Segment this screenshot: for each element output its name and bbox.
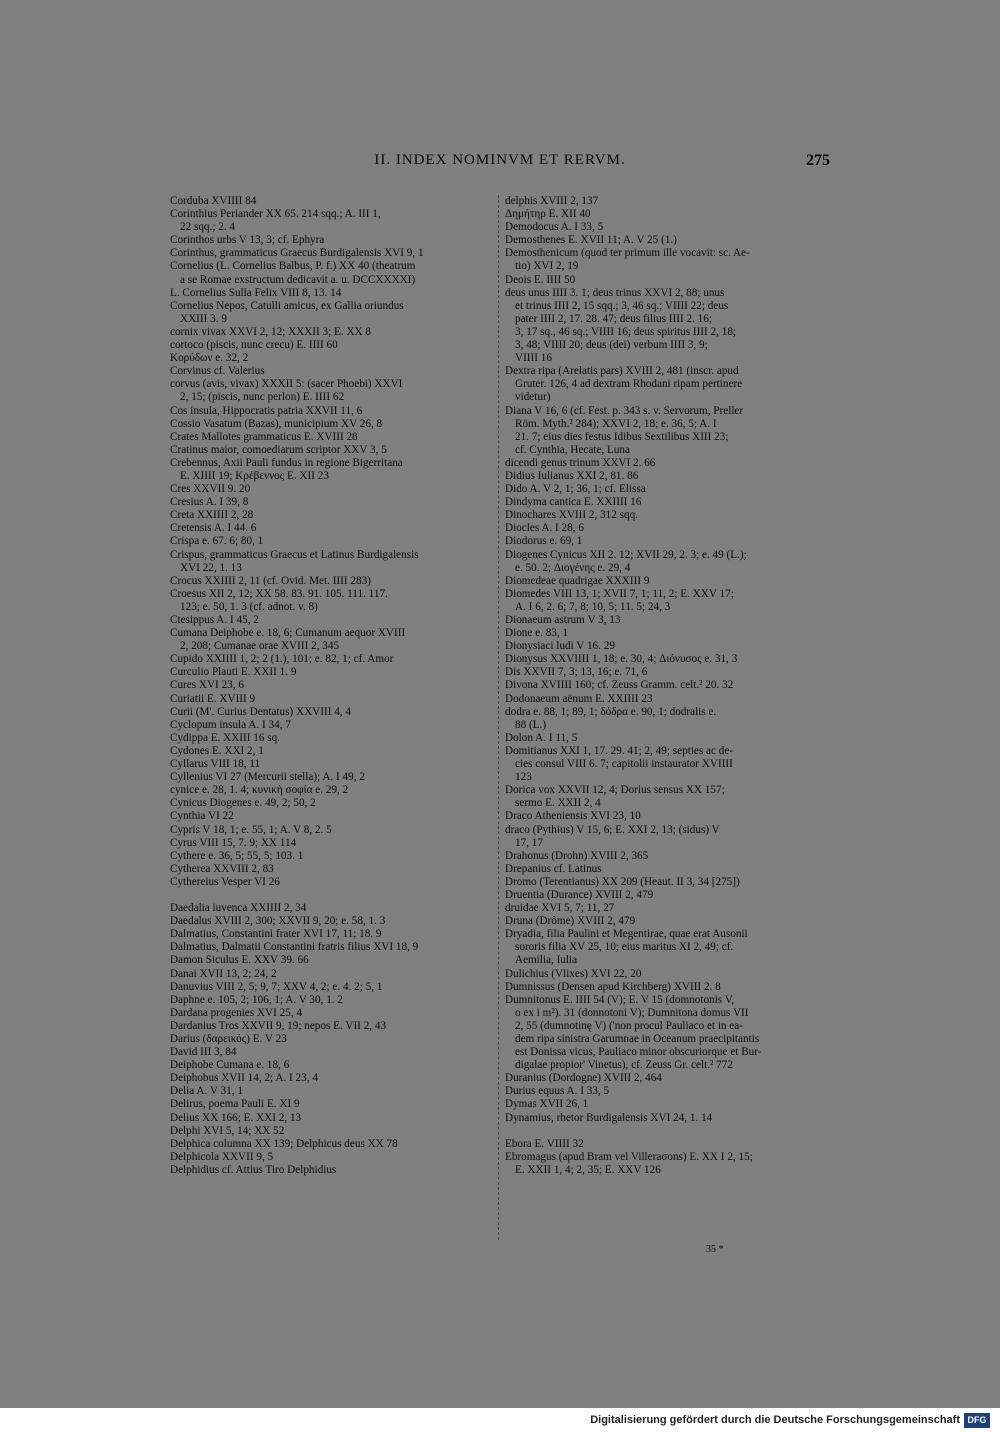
index-entry-line: Dryadia, filia Paulini et Megentirae, quae erat Ausonii [505, 928, 748, 941]
dfg-logo: DFG [964, 1413, 990, 1428]
index-entry-line: Δημήτηρ E. XII 40 [505, 208, 591, 221]
index-entry-line: Darius (δαρεικός) E. V 23 [170, 1033, 287, 1045]
index-entry-line: Cythere e. 36, 5; 55, 5; 103. 1 [170, 849, 304, 862]
index-entry-line: Cytherea XXVIII 2, 83 [170, 862, 274, 875]
index-entry-line: a se Romae exstructum dedicavit a. u. DCCXXXXI) [180, 273, 416, 286]
index-entry-line: Cyllenius VI 27 (Mercurii stella); A. I 49, 2 [170, 771, 365, 784]
index-entry-line: Dionysus XXVIIII 1, 18; e. 30, 4; Διόνυσος e. 31, 3 [505, 653, 738, 666]
index-entry-line: Cydones E. XXI 2, 1 [170, 744, 264, 757]
index-entry-line: 3, 17 sq., 46 sq.; VIIII 16; deus spiritus IIII 2, 18; [515, 325, 737, 338]
index-entry-line: Ebora E. VIIII 32 [505, 1137, 584, 1150]
footer-bar [0, 1408, 1000, 1434]
index-entry-line: 123 [515, 771, 532, 784]
index-entry-line: Delirus, poema Pauli E. XI 9 [170, 1098, 300, 1111]
index-entry-line: sermo E. XXII 2, 4 [515, 797, 601, 810]
index-entry-line: cornix vivax XXVI 2, 12; XXXII 3; E. XX 8 [170, 325, 372, 338]
index-entry-line: XXIII 3. 9 [180, 312, 227, 325]
index-entry-line: Dynamius, rhetor Burdigalensis XVI 24, 1. 14 [505, 1111, 713, 1124]
index-column-right [505, 195, 830, 1177]
index-entry-line: Cypris V 18, 1; e. 55, 1; A. V 8, 2. 5 [170, 823, 332, 836]
index-entry-line: Aemilia, Iulia [515, 954, 578, 967]
index-entry-line: 88 (L.) [515, 718, 547, 731]
index-entry-line: Deiphobus XVII 14, 2; A. I 23, 4 [170, 1072, 318, 1085]
index-entry-line: Corinthius Periander XX 65. 214 sqq.; A. III 1, [170, 208, 381, 221]
index-entry-line: pater IIII 2, 17. 28. 47; deus filius IIII 2. 16; [515, 312, 712, 325]
index-entry-line: Crispa e. 67. 6; 80, 1 [170, 535, 264, 548]
index-entry-line: Röm. Myth.² 284); XXVI 2, 18; e. 36, 5; A. I [515, 417, 717, 430]
index-entry-line: Diodorus e. 69, 1 [505, 535, 583, 548]
column-separator [498, 195, 499, 1240]
signature-mark: 35 * [706, 1244, 724, 1255]
index-entry-line: Cumana Deiphobe e. 18, 6; Cumanum aequor XVIII [170, 627, 406, 640]
index-entry-line: Damon Siculus E. XXV 39. 66 [170, 954, 309, 967]
index-entry-line: e. 50. 2; Διογένης e. 29, 4 [515, 561, 631, 574]
index-entry-line: Demodocus A. I 33, 5 [505, 221, 604, 234]
index-entry-line: Dionaeum astrum V 3, 13 [505, 614, 621, 626]
index-entry-line: Cupido XXIIII 1, 2; 2 (1.), 101; e. 82, 1; cf. Amor [170, 653, 394, 666]
index-entry-line: 21. 7; eius dies festus Idibus Sextilibus XIII 23; [515, 430, 729, 443]
index-entry-line: Creta XXIIII 2, 28 [170, 509, 254, 522]
index-entry-line: Croesus XII 2, 12; XX 58. 83. 91. 105. 111. 117. [170, 587, 388, 600]
index-entry-line: Delphidius cf. Attius Tiro Delphidius [170, 1163, 337, 1176]
index-entry-line: o ex i m²). 31 (donnotoni V); Dumnitona domus VII [515, 1006, 749, 1019]
running-title: II. INDEX NOMINVM ET RERVM. [374, 152, 626, 168]
index-entry-line: Domitianus XXI 1, 17. 29. 41; 2, 49; septies ac de- [505, 744, 734, 757]
index-entry-line: Deois E. IIII 50 [505, 273, 576, 286]
index-entry-line: Crates Mallotes grammaticus E. XVIII 28 [170, 430, 358, 443]
index-entry-line [505, 1125, 830, 1138]
index-entry-line: est Donissa vicus, Pauliaco minor obscuriorque et Bur- [515, 1046, 762, 1059]
index-entry-line: Curii (M'. Curius Dentatus) XXVIII 4, 4 [170, 705, 351, 718]
index-column-left [170, 195, 496, 1177]
index-entry-line: Durius equus A. I 33, 5 [505, 1085, 610, 1098]
index-entry-line: 123; e. 50, 1. 3 (cf. adnot. v. 8) [180, 600, 318, 613]
index-entry-line: Druna (Drôme) XVIII 2, 479 [505, 915, 636, 928]
index-entry-line: A. I 6, 2. 6; 7, 8; 10, 5; 11. 5; 24, 3 [515, 600, 671, 613]
index-entry-line: 17, 17 [515, 836, 543, 849]
index-entry-line: 2, 55 (dumnotinę V) ('non procul Pauliaco et in ea- [515, 1019, 743, 1032]
index-entry-line: Cydippa E. XXIII 16 sq. [170, 731, 280, 744]
index-entry-line: Dymas XVII 26, 1 [505, 1098, 589, 1111]
index-entry-line: E. XXII 1, 4; 2, 35; E. XXV 126 [515, 1163, 661, 1176]
index-entry-line: Cyllarus VIII 18, 11 [170, 758, 261, 771]
index-entry-line: Crispus, grammaticus Graecus et Latinus Burdigalensis [170, 548, 419, 561]
index-entry-line: Cossio Vasatum (Bazas), municipium XV 26, 8 [170, 417, 383, 430]
index-entry-line: 3, 48; VIIII 20; deus (dei) verbum IIII 3, 9; [515, 339, 708, 352]
index-entry-line: Dione e. 83, 1 [505, 627, 569, 640]
index-entry-line: Demosthenicum (quod ter primum ille vocavit: sc. Ae- [505, 247, 750, 260]
index-entry-line: corvus (avis, vivax) XXXII 5: (sacer Phoebi) XXVI [170, 378, 403, 391]
index-entry-line: Dorica vox XXVII 12, 4; Dorius sensus XX 157; [505, 784, 725, 797]
index-entry-line: Delia A. V 31, 1 [170, 1085, 243, 1098]
index-entry-line: cies consul VIII 6. 7; capitolii instaurator XVIIII [515, 758, 733, 771]
index-entry-line: cortoco (piscis, nunc crecu) E. IIII 60 [170, 339, 338, 352]
page-number: 275 [806, 152, 830, 169]
index-entry-line: Druentia (Durance) XVIII 2, 479 [505, 888, 654, 901]
index-entry-line: Deiphobe Cumana e. 18, 6 [170, 1059, 290, 1072]
index-entry-line: E. XIIII 19; Κρέβεννος E. XII 23 [180, 469, 329, 482]
index-entry-line: digalae propior' Vinetus), cf. Zeuss Gr. celt.² 772 [515, 1059, 733, 1072]
index-entry-line: sororis filia XV 25, 10; eius maritus XI 2, 49; cf. [515, 941, 734, 954]
index-entry-line: Dionysiaci ludi V 16. 29 [505, 640, 615, 653]
index-entry-line: Cythereius Vesper VI 26 [170, 875, 280, 888]
index-entry-line: Dardana progenies XVI 25, 4 [170, 1006, 303, 1019]
index-entry-line: Demosthenes E. XVII 11; A. V 25 (1.) [505, 234, 677, 247]
index-entry-line: Cynicus Diogenes e. 49, 2; 50, 2 [170, 797, 316, 810]
index-entry-line: Crocus XXIIII 2, 11 (cf. Ovid. Met. IIII 283) [170, 574, 371, 587]
index-entry-line: L. Cornelius Sulla Felix VIII 8, 13. 14 [170, 286, 342, 299]
index-entry-line: Cornelius (L. Cornelius Balbus, P. f.) XX 40 (theatrum [170, 260, 416, 273]
index-entry-line: Dumnitonus E. IIII 54 (V); E. V 15 (domnotonis V, [505, 993, 735, 1006]
index-entry-line: Corduba XVIIII 84 [170, 195, 257, 207]
index-entry-line: Diana V 16, 6 (cf. Fest. p. 343 s. v. Servorum, Preller [505, 404, 744, 417]
index-entry-line: Gruter. 126, 4 ad dextram Rhodani ripam pertinere [515, 378, 743, 391]
index-entry-line: Didius Iulianus XXI 2, 81. 86 [505, 469, 639, 482]
index-entry-line: dem ripa sinistra Garumnae in Oceanum praecipitantis [515, 1033, 760, 1045]
index-entry-line: Ctesippus A. I 45, 2 [170, 614, 259, 626]
index-entry-line: Dodonaeum aënum E. XXIIII 23 [505, 692, 653, 705]
index-entry-line: Daphne e. 105, 2; 106, 1; A. V 30, 1. 2 [170, 993, 343, 1006]
index-entry-line: Κορύδων e. 32, 2 [170, 352, 249, 365]
index-entry-line: Delphi XVI 5, 14; XX 52 [170, 1124, 285, 1137]
index-entry-line: Dolon A. I 11, 5 [505, 731, 578, 744]
index-entry-line: Curiatii E. XVIII 9 [170, 692, 256, 705]
index-entry-line: Dis XXVII 7, 3; 13, 16; e. 71, 6 [505, 666, 648, 679]
index-entry-line: Dardanius Tros XXVII 9, 19; nepos E. VII 2, 43 [170, 1019, 387, 1032]
index-entry-line: David III 3, 84 [170, 1046, 237, 1059]
index-entry-line: Duranius (Dordogne) XVIII 2, 464 [505, 1072, 662, 1085]
index-entry-line: Diogenes Cynicus XII 2. 12; XVII 29, 2. 3; e. 49 (L.); [505, 548, 747, 561]
index-entry-line: Diomedeae quadrigae XXXIII 9 [505, 574, 650, 587]
index-entry-line: Diomedes VIII 13, 1; XVII 7, 1; 11, 2; E. XXV 17; [505, 587, 734, 600]
index-entry-line: Delphica columna XX 139; Delphicus deus XX 78 [170, 1137, 398, 1150]
index-entry-line: Dulichius (Vlixes) XVI 22, 20 [505, 967, 642, 980]
index-entry-line [170, 889, 496, 902]
index-entry-line: XVI 22, 1. 13 [180, 561, 242, 574]
index-entry-line: Cures XVI 23, 6 [170, 679, 244, 692]
index-entry-line: Delius XX 166; E. XXI 2, 13 [170, 1111, 302, 1124]
index-entry-line: delphis XVIII 2, 137 [505, 195, 599, 207]
index-entry-line: Dido A. V 2, 1; 36, 1; cf. Elissa [505, 483, 646, 496]
index-entry-line: 2, 208; Cumanae orae XVIII 2, 345 [180, 640, 340, 653]
index-entry-line: Cyrus VIII 15, 7. 9; XX 114 [170, 836, 297, 849]
index-entry-line: 22 sqq.; 2. 4 [180, 221, 236, 234]
index-entry-line: Cratinus maior, comoediarum scriptor XXV 3, 5 [170, 443, 387, 456]
index-entry-line: Cresius A. I 39, 8 [170, 496, 249, 509]
index-entry-line: Corinthos urbs V 13, 3; cf. Ephyra [170, 234, 325, 247]
index-entry-line: Danuvius VIII 2, 5; 9, 7; XXV 4, 2; e. 4. 2; 5, 1 [170, 980, 383, 993]
index-entry-line: Dinochares XVIII 2, 312 sqq. [505, 509, 638, 522]
index-entry-line: Divona XVIIII 160; cf. Zeuss Gramm. celt.² 20. 32 [505, 679, 734, 692]
index-entry-line: dodra e. 88, 1; 89, 1; δόδρα e. 90, 1; dodralis e. [505, 705, 717, 718]
page-header [170, 152, 830, 174]
index-entry-line: Drahonus (Drohn) XVIII 2, 365 [505, 849, 649, 862]
index-entry-line: Corinthus, grammaticus Graecus Burdigalensis XVI 9, 1 [170, 247, 424, 260]
index-entry-line: Cornelius Nepos, Catulli amicus, ex Gallia oriundus [170, 299, 404, 312]
index-entry-line: Diocles A. I 28, 6 [505, 522, 584, 535]
funding-credit: Digitalisierung gefördert durch die Deutsche Forschungsgemeinschaft [590, 1414, 960, 1426]
index-entry-line: Curculio Plauti E. XXII 1. 9 [170, 666, 297, 679]
index-entry-line: Cretensis A. I 44. 6 [170, 522, 257, 535]
index-entry-line: Ebromagus (apud Bram vel Villeraσons) E. XX I 2, 15; [505, 1150, 753, 1163]
index-entry-line: Delphicola XXVII 9, 5 [170, 1150, 274, 1163]
index-entry-line: Dalmatius, Constantini frater XVI 17, 11; 18. 9 [170, 928, 382, 941]
index-entry-line: Drepanius cf. Latinus [505, 862, 602, 875]
index-entry-line: Daedalus XVIII 2, 300; XXVII 9, 20; e. 58, 1. 3 [170, 915, 386, 928]
index-entry-line: Dextra ripa (Arelatis pars) XVIII 2, 481 (inscr. apud [505, 365, 739, 378]
index-entry-line: videtur) [515, 391, 551, 404]
index-entry-line: VIIII 16 [515, 352, 552, 365]
index-entry-line: Cyclopum insula A. I 34, 7 [170, 718, 291, 731]
index-entry-line: Corvinus cf. Valerius [170, 365, 265, 378]
index-entry-line: druidae XVI 5, 7; 11, 27 [505, 902, 615, 915]
index-entry-line: Cos insula, Hippocratis patria XXVII 11, 6 [170, 404, 363, 417]
index-entry-line: Cynthia VI 22 [170, 810, 234, 823]
index-entry-line: 2, 15; (piscis, nunc perlon) E. IIII 62 [180, 391, 345, 404]
index-entry-line: et trinus IIII 2, 15 sqq.; 3, 46 sq.; VIIII 22; deus [515, 299, 729, 312]
index-entry-line: Dalmatius, Dalmatii Constantini fratris filius XVI 18, 9 [170, 941, 419, 954]
index-entry-line: cf. Cynthia, Hecate, Luna [515, 443, 630, 456]
index-entry-line: Danai XVII 13, 2; 24, 2 [170, 967, 277, 980]
index-entry-line: draco (Pythius) V 15, 6; E. XXI 2, 13; (sidus) V [505, 823, 720, 836]
index-entry-line: Daedalia iuvenca XXIIII 2, 34 [170, 902, 307, 915]
index-entry-line: tio) XVI 2, 19 [515, 260, 579, 273]
index-entry-line: deus unus IIII 3. 1; deus trinus XXVI 2, 88; unus [505, 286, 725, 299]
index-entry-line: Cres XXVII 9. 20 [170, 483, 251, 496]
index-entry-line: Dromo (Terentianus) XX 209 (Heaut. II 3, 34 [275]) [505, 875, 740, 888]
index-entry-line: cynice e. 28, 1. 4; κυνικὴ σοφία e. 29, 2 [170, 784, 349, 797]
index-entry-line: Dindyma cantica E. XXIIII 16 [505, 496, 642, 509]
index-entry-line: Dumnissus (Densen apud Kirchberg) XVIII 2. 8 [505, 980, 721, 993]
index-entry-line: Draco Atheniensis XVI 23, 10 [505, 810, 641, 823]
index-entry-line: Crebennus, Axii Pauli fundus in regione Bigerritana [170, 456, 403, 469]
index-entry-line: dicendi genus trinum XXVI 2. 66 [505, 456, 656, 469]
